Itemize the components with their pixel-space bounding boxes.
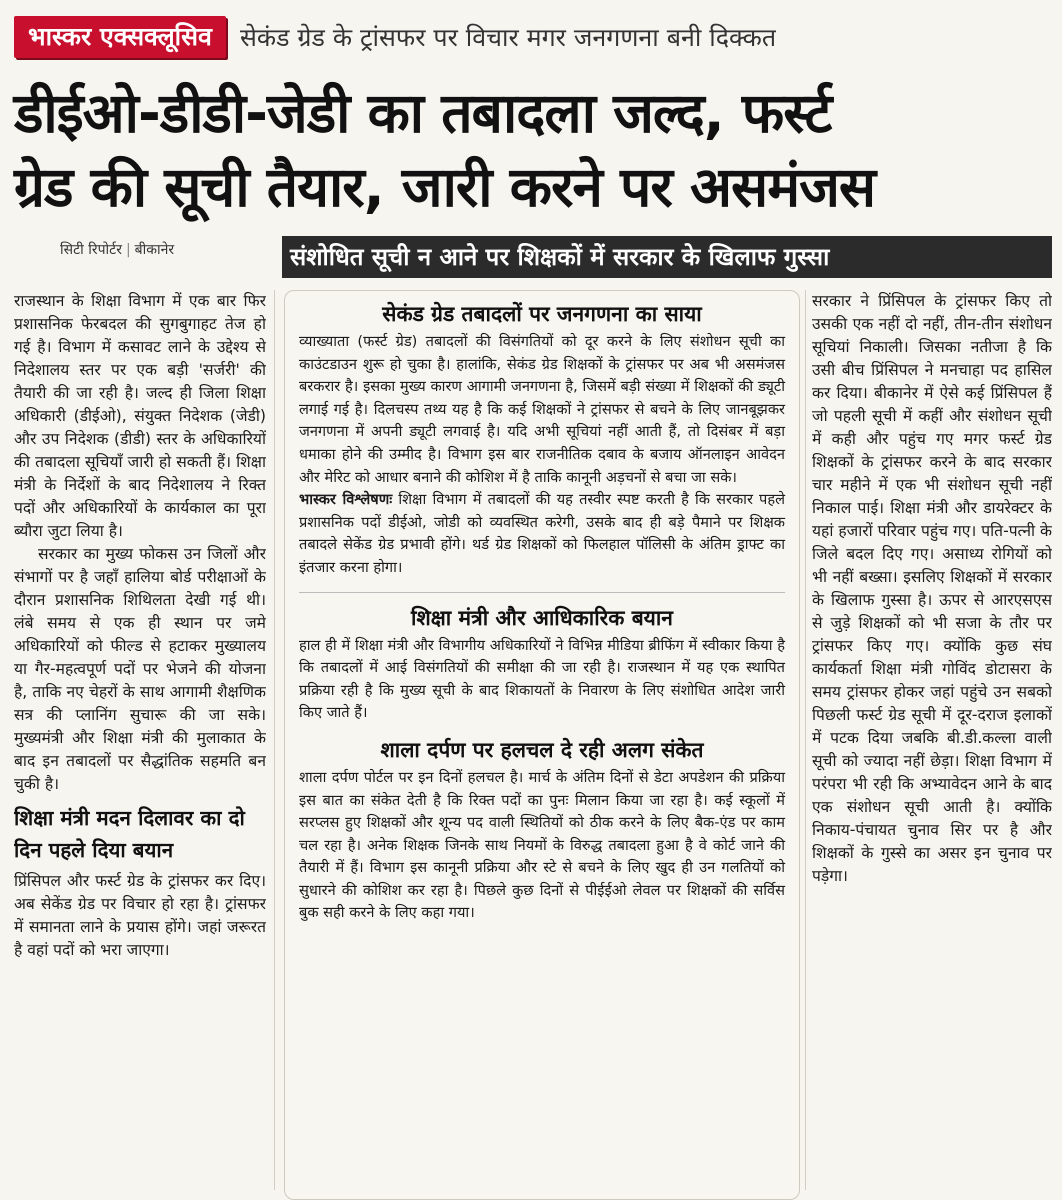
byline-separator: |	[125, 242, 131, 258]
headline-line-2: ग्रेड की सूची तैयार, जारी करने पर असमंजस	[14, 155, 876, 219]
top-bar	[14, 14, 1048, 60]
divider	[299, 592, 785, 593]
headline-line-1: डीईओ-डीडी-जेडी का तबादला जल्द, फर्स्ट	[14, 81, 832, 145]
analysis-lead: भास्कर विश्लेषणः	[299, 491, 393, 509]
middle-heading-2: शिक्षा मंत्री और आधिकारिक बयान	[411, 605, 673, 630]
left-paragraph-1: राजस्थान के शिक्षा विभाग में एक बार फिर प्रशासनिक फेरबदल की सुगबुगाहट तेज हो गई है। विभाग में कसावट लाने के उद्देश्य से निदेशालय स्तर पर एक बड़ी 'सर्जरी' की तैयारी की जा रही है। जल्द ही जिला शिक्षा अधिकारी (डीईओ), संयुक्त निदेशक (जेडी) और उप निदेशक (डीडी) स्तर के अधिकारियों की तबादला सूचियाँ जारी हो सकती हैं। शिक्षा मंत्री के निर्देशों के बाद निदेशालय ने रिक्त पदों और अधिकारियों के कार्यकाल का पूरा ब्यौरा जुटा लिया है।	[14, 292, 266, 540]
middle-paragraph-1: व्याख्याता (फर्स्ट ग्रेड) तबादलों की विसंगतियों को दूर करने के लिए संशोधन सूची का काउंटडाउन शुरू हो चुका है। हालांकि, सेकंड ग्रेड शिक्षकों के ट्रांसफर पर अब भी असमंजस बरकरार है। इसका मुख्य कारण आगामी जनगणना है, जिसमें बड़ी संख्या में शिक्षकों की ड्यूटी लगाई गई है। दिलचस्प तथ्य यह है कि कई शिक्षकों ने ट्रांसफर से बचने के लिए जानबूझकर जनगणना में अपनी ड्यूटी लगवाई है। यदि अभी सूचियां नहीं आती हैं, तो दिसंबर में बड़ा धमाका होने की उम्मीद है। विभाग इस बार राजनीतिक दबाव के बजाय ऑनलाइन आवेदन और मेरिट को आधार बनाने की कोशिश में है ताकि कानूनी अड़चनों से बचा जा सके।	[299, 333, 785, 486]
middle-box	[284, 290, 800, 1200]
column-divider	[805, 290, 806, 1190]
left-column	[14, 290, 266, 1200]
middle-heading-1: सेकंड ग्रेड तबादलों पर जनगणना का साया	[382, 302, 702, 326]
exclusive-badge: भास्कर एक्सक्लूसिव	[14, 16, 226, 58]
right-paragraph-1: सरकार ने प्रिंसिपल के ट्रांसफर किए तो उसकी एक नहीं दो नहीं, तीन-तीन संशोधन सूचियां निकाली। जिसका नतीजा है कि उसी बीच प्रिंसिपल ने मनचाहा पद हासिल कर दिया। बीकानेर में ऐसे कई प्रिंसिपल हैं जो पहली सूची में कहीं और संशोधन सूची में कही और पहुंच गए मगर फर्स्ट ग्रेड शिक्षकों के ट्रांसफर करने के बाद सरकार चार महीने में एक भी संशोधन सूची नहीं निकाल पाई। शिक्षा मंत्री और डायरेक्टर के यहां हजारों परिवार पहुंच गए। पति-पत्नी के जिले बदल दिए गए। असाध्य रोगियों को भी नहीं बख्सा। इसलिए शिक्षकों में सरकार के खिलाफ गुस्सा है। ऊपर से आरएसएस से जुड़े शिक्षकों को भी सजा के तौर पर ट्रांसफर किए गए। क्योंकि कुछ संघ कार्यकर्ता शिक्षा मंत्री गोविंद डोटासरा के समय ट्रांसफर होकर जहां पहुंचे उन सबको पिछली फर्स्ट ग्रेड सूची में दूर-दराज इलाकों में पटक दिया जबकि बी.डी.कल्ला वाली सूची को ज्यादा नहीं छेड़ा। शिक्षा विभाग में परंपरा भी रही कि अभ्यावेदन आने के बाद एक संशोधन सूची आती है। क्योंकि निकाय-पंचायत चुनाव सिर पर है और शिक्षकों के गुस्से का असर इन चुनाव पर पड़ेगा।	[812, 292, 1052, 885]
byline-city: बीकानेर	[134, 242, 175, 258]
kicker-line: सेकंड ग्रेड के ट्रांसफर पर विचार मगर जनगणना बनी दिक्कत	[239, 23, 777, 52]
left-paragraph-3: प्रिंसिपल और फर्स्ट ग्रेड के ट्रांसफर कर दिए। अब सेकेंड ग्रेड पर विचार हो रहा है। ट्रांसफर में समानता लाने के प्रयास होंगे। जहां जरूरत है वहां पदों को भरा जाएगा।	[14, 872, 266, 959]
middle-heading-3: शाला दर्पण पर हलचल दे रही अलग संकेत	[380, 737, 704, 762]
right-column	[812, 290, 1052, 1200]
byline	[60, 240, 174, 259]
middle-analysis	[299, 489, 785, 579]
subheadline-banner: संशोधित सूची न आने पर शिक्षकों में सरकार के खिलाफ गुस्सा	[282, 236, 1052, 278]
middle-paragraph-3: हाल ही में शिक्षा मंत्री और विभागीय अधिकारियों ने विभिन्न मीडिया ब्रीफिंग में स्वीकार किया है कि तबादलों में आई विसंगतियों की समीक्षा की जा रही है। राजस्थान में यह एक स्थापित प्रक्रिया रही है कि मुख्य सूची के बाद शिकायतों के निवारण के लिए संशोधित आदेश जारी किए जाते हैं।	[299, 636, 785, 722]
byline-reporter: सिटी रिपोर्टर	[60, 242, 122, 258]
middle-paragraph-4: शाला दर्पण पोर्टल पर इन दिनों हलचल है। मार्च के अंतिम दिनों से डेटा अपडेशन की प्रक्रिया इस बात का संकेत देती है कि रिक्त पदों का पुनः मिलान किया जा रहा है। कई स्कूलों में सरप्लस हुए शिक्षकों और शून्य पद वाली स्थितियों को ठीक करने के लिए बैक-एंड पर काम चल रहा है। अनेक शिक्षक जिनके साथ नियमों के विरुद्ध तबादला हुआ है वे कोर्ट जाने की तैयारी में हैं। विभाग इस कानूनी प्रक्रिया और स्टे से बचने के लिए खुद ही उन गलतियों को सुधारने की कोशिश कर रहा है। पिछले कुछ दिनों से पीईईओ लेवल पर शिक्षकों की सर्विस बुक सही करने के लिए कहा गया।	[299, 768, 785, 922]
headline	[14, 76, 1054, 224]
left-subheading: शिक्षा मंत्री मदन दिलावर का दो दिन पहले दिया बयान	[14, 806, 245, 862]
analysis-text: शिक्षा विभाग में तबादलों की यह तस्वीर स्पष्ट करती है कि सरकार पहले प्रशासनिक पदों डीईओ, जोडी को व्यवस्थित करेगी, उसके बाद ही बड़े पैमाने पर शिक्षक तबादले सेकेंड ग्रेड प्रभावी होंगे। थर्ड ग्रेड शिक्षकों को फिलहाल पॉलिसी के अंतिम ड्राफ्ट का इंतजार करना होगा।	[299, 491, 785, 576]
column-divider	[274, 290, 275, 1190]
left-paragraph-2: सरकार का मुख्य फोकस उन जिलों और संभागों पर है जहाँ हालिया बोर्ड परीक्षाओं के दौरान प्रशासनिक शिथिलता देखी गई थी। लंबे समय से एक ही स्थान पर जमे अधिकारियों को फील्ड से हटाकर मुख्यालय या गैर-महत्वपूर्ण पदों पर भेजने की योजना है, ताकि नए चेहरों के साथ आगामी शैक्षणिक सत्र की प्लानिंग सुचारू की जा सके। मुख्यमंत्री और शिक्षा मंत्री की मुलाकात के बाद इन तबादलों पर सैद्धांतिक सहमति बन चुकी है।	[14, 545, 266, 793]
